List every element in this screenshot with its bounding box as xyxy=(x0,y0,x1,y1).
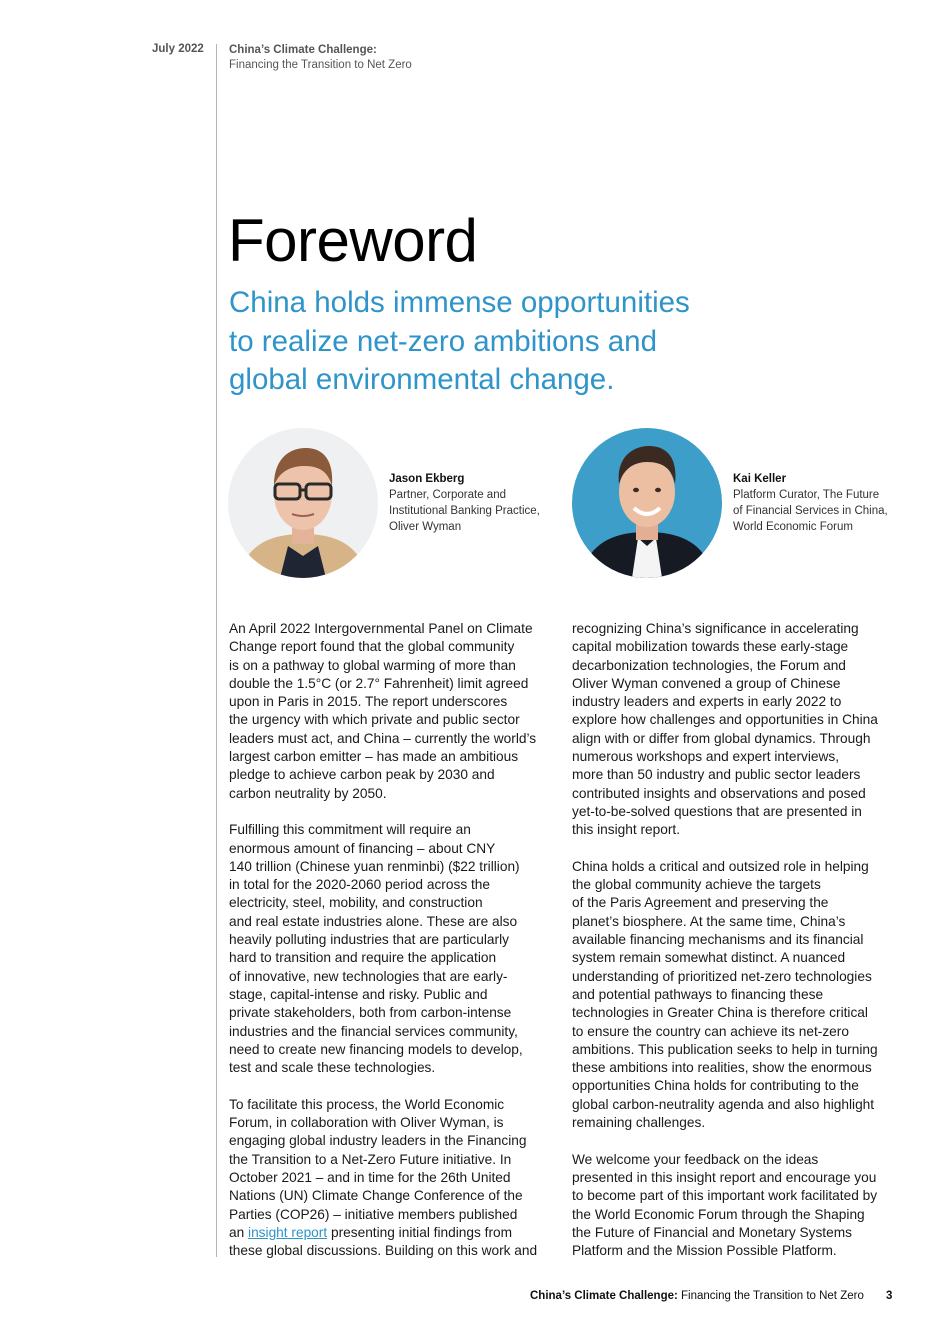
subtitle-line: to realize net-zero ambitions and xyxy=(229,324,657,358)
text-line: the Future of Financial and Monetary Systems xyxy=(572,1224,852,1240)
text-line: decarbonization technologies, the Forum and xyxy=(572,657,846,673)
subtitle-line: global environmental change. xyxy=(229,363,615,396)
text-line: planet’s biosphere. At the same time, China’s xyxy=(572,913,846,929)
person-name: Kai Keller xyxy=(733,473,787,485)
paragraph xyxy=(229,1096,559,1261)
text-line: largest carbon emitter – has made an ambitious xyxy=(229,749,519,765)
link-prefix: an xyxy=(229,1224,249,1240)
text-line: these global discussions. Building on this work and xyxy=(229,1243,538,1259)
text-line: align with or differ from global dynamics. Through xyxy=(572,730,871,746)
text-line: yet-to-be-solved questions that are presented in xyxy=(572,803,862,819)
text-line: industries and the financial services community, xyxy=(229,1023,518,1039)
text-line: heavily polluting industries that are particularly xyxy=(229,932,509,948)
text-line: the urgency with which private and public sector xyxy=(229,712,520,728)
text-line: enormous amount of financing – about CNY xyxy=(229,840,496,856)
footer-title-bold: China’s Climate Challenge: xyxy=(530,1290,678,1302)
person-role-line: Oliver Wyman xyxy=(389,521,462,533)
text-line-with-link xyxy=(229,1224,559,1242)
text-line: China holds a critical and outsized role in helping xyxy=(572,858,869,874)
text-line: the World Economic Forum through the Shaping xyxy=(572,1206,865,1222)
text-line: capital mobilization towards these early-stage xyxy=(572,639,849,655)
text-line: contributed insights and observations and posed xyxy=(572,785,866,801)
text-line: opportunities China holds for contributing to the xyxy=(572,1078,859,1094)
avatar-jason-ekberg xyxy=(228,428,378,578)
person-kai-keller xyxy=(733,471,888,535)
text-line: electricity, steel, mobility, and construction xyxy=(229,895,483,911)
paragraph xyxy=(572,858,902,1132)
text-line: global carbon-neutrality agenda and also highlight xyxy=(572,1096,875,1112)
text-line: hard to transition and require the application xyxy=(229,950,497,966)
text-line: double the 1.5°C (or 2.7° Fahrenheit) limit agreed xyxy=(229,675,529,691)
person-name: Jason Ekberg xyxy=(389,473,465,485)
text-line: remaining challenges. xyxy=(572,1115,706,1131)
text-line: An April 2022 Intergovernmental Panel on Climate xyxy=(229,621,533,636)
paragraph xyxy=(229,620,559,803)
text-line: these ambitions into realities, show the enormous xyxy=(572,1060,872,1076)
person-role-line: Platform Curator, The Future xyxy=(733,489,880,501)
text-line: pledge to achieve carbon peak by 2030 and xyxy=(229,767,495,783)
page-number: 3 xyxy=(886,1290,893,1302)
subtitle-line: China holds immense opportunities xyxy=(229,286,690,319)
text-line: need to create new financing models to develop, xyxy=(229,1041,523,1057)
person-role-line: Partner, Corporate and xyxy=(389,489,506,501)
text-line: Oliver Wyman convened a group of Chinese xyxy=(572,675,841,691)
text-line: Parties (COP26) – initiative members published xyxy=(229,1206,518,1222)
person-role-line: Institutional Banking Practice, xyxy=(389,505,540,517)
paragraph xyxy=(229,821,559,1077)
header-title-bold: China’s Climate Challenge: xyxy=(229,44,377,56)
insight-report-link[interactable]: insight report xyxy=(248,1224,328,1240)
text-line: to become part of this important work facilitated by xyxy=(572,1188,878,1204)
text-line: To facilitate this process, the World Economic xyxy=(229,1096,505,1112)
footer-report-title xyxy=(530,1290,864,1302)
paragraph xyxy=(572,1151,902,1261)
text-line: available financing mechanisms and its financial xyxy=(572,932,864,948)
text-line: stage, capital-intense and risky. Public and xyxy=(229,986,488,1002)
avatar-kai-keller xyxy=(572,428,722,578)
text-line: test and scale these technologies. xyxy=(229,1060,436,1076)
text-line: understanding of prioritized net-zero technologies xyxy=(572,968,872,984)
text-line: numerous workshops and expert interviews, xyxy=(572,749,840,765)
vertical-rule xyxy=(216,44,217,1257)
person-role-line: World Economic Forum xyxy=(733,521,853,533)
text-line: October 2021 – and in time for the 26th United xyxy=(229,1169,511,1185)
footer-title-rest: Financing the Transition to Net Zero xyxy=(677,1290,864,1302)
text-line: engaging global industry leaders in the Financing xyxy=(229,1133,527,1149)
text-line: technologies in Greater China is therefore critical xyxy=(572,1005,868,1021)
text-line: ambitions. This publication seeks to help in turning xyxy=(572,1041,878,1057)
header-title-sub: Financing the Transition to Net Zero xyxy=(229,59,412,71)
text-line: of the Paris Agreement and preserving the xyxy=(572,895,829,911)
text-line: and potential pathways to financing these xyxy=(572,986,824,1002)
page-title: Foreword xyxy=(228,207,478,274)
person-role-line: of Financial Services in China, xyxy=(733,505,888,517)
text-line: system remain somewhat distinct. A nuanced xyxy=(572,950,846,966)
person-jason-ekberg xyxy=(389,471,540,535)
text-line: carbon neutrality by 2050. xyxy=(229,785,387,801)
text-line: industry leaders and experts in early 2022 to xyxy=(572,694,842,710)
text-line: 140 trillion (Chinese yuan renminbi) ($22 trillion) xyxy=(229,858,520,874)
text-line: more than 50 industry and public sector leaders xyxy=(572,767,861,783)
paragraph xyxy=(572,620,902,840)
text-line: to ensure the country can achieve its net-zero xyxy=(572,1023,849,1039)
text-line: the global community achieve the targets xyxy=(572,877,821,893)
text-line: recognizing China’s significance in accelerating xyxy=(572,621,859,636)
header-date: July 2022 xyxy=(152,43,204,55)
text-line: the Transition to a Net-Zero Future initiative. In xyxy=(229,1151,512,1167)
text-line: Forum, in collaboration with Oliver Wyman, is xyxy=(229,1115,504,1131)
body-column-right xyxy=(572,620,902,1279)
text-line: of innovative, new technologies that are early- xyxy=(229,968,508,984)
text-line: leaders must act, and China – currently the world’s xyxy=(229,730,537,746)
text-line: in total for the 2020-2060 period across the xyxy=(229,877,490,893)
text-line: upon in Paris in 2015. The report underscores xyxy=(229,694,508,710)
link-suffix: presenting initial findings from xyxy=(327,1224,513,1240)
text-line: Nations (UN) Climate Change Conference of the xyxy=(229,1188,523,1204)
text-line: presented in this insight report and encourage you xyxy=(572,1169,877,1185)
page-subtitle xyxy=(229,284,749,400)
body-column-left xyxy=(229,620,559,1279)
text-line: Platform and the Mission Possible Platform. xyxy=(572,1243,837,1259)
text-line: is on a pathway to global warming of more than xyxy=(229,657,516,673)
text-line: private stakeholders, both from carbon-intense xyxy=(229,1005,512,1021)
text-line: this insight report. xyxy=(572,822,681,838)
text-line: and real estate industries alone. These are also xyxy=(229,913,518,929)
text-line: Change report found that the global community xyxy=(229,639,515,655)
header-report-title xyxy=(229,43,412,73)
text-line: We welcome your feedback on the ideas xyxy=(572,1151,819,1167)
text-line: Fulfilling this commitment will require an xyxy=(229,822,471,838)
text-line: explore how challenges and opportunities in China xyxy=(572,712,878,728)
